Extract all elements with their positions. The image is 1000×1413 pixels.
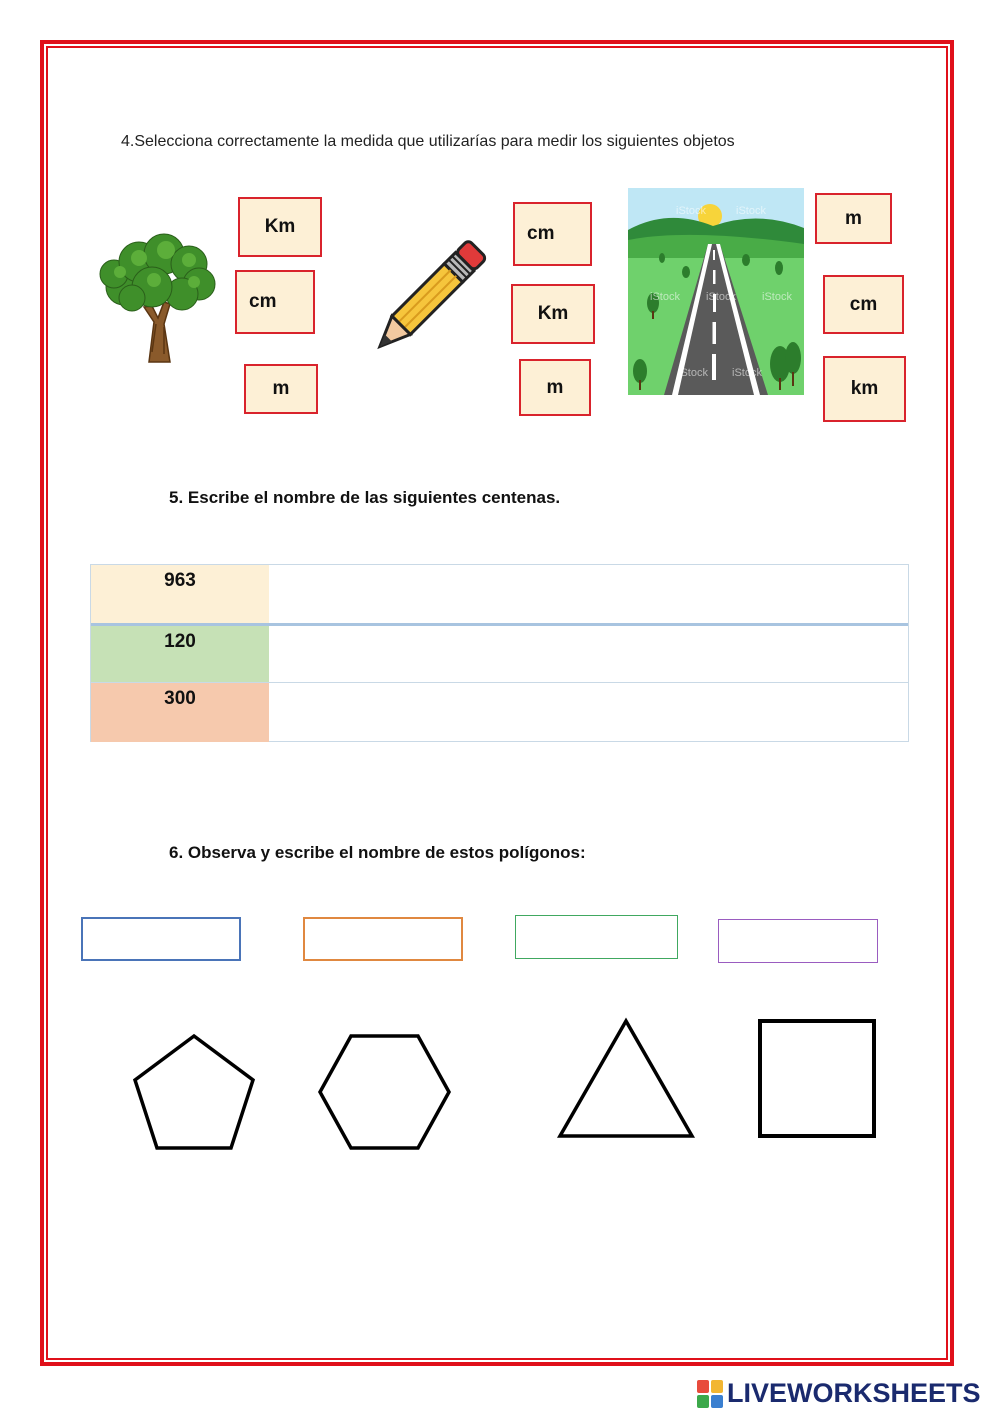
square-icon bbox=[755, 1016, 881, 1142]
table-row bbox=[91, 565, 908, 624]
question-6-title: 6. Observa y escribe el nombre de estos polígonos: bbox=[169, 843, 586, 862]
road-option-3[interactable]: km bbox=[823, 356, 906, 422]
triangle-icon bbox=[554, 1015, 698, 1143]
logo-icon bbox=[697, 1380, 723, 1408]
table-row bbox=[91, 626, 908, 685]
number-cell: 963 bbox=[91, 565, 269, 624]
road-image bbox=[628, 188, 804, 395]
pencil-image bbox=[364, 232, 492, 362]
tree-option-2[interactable]: cm bbox=[235, 270, 315, 334]
tree-option-3[interactable]: m bbox=[244, 364, 318, 414]
answer-input-963[interactable] bbox=[270, 565, 908, 624]
number-cell: 120 bbox=[91, 626, 269, 685]
number-cell: 300 bbox=[91, 683, 269, 742]
pencil-option-1[interactable]: cm bbox=[513, 202, 592, 266]
pentagon-icon bbox=[128, 1030, 260, 1154]
svg-text:iStock: iStock bbox=[706, 291, 736, 303]
pencil-option-2[interactable]: Km bbox=[511, 284, 595, 344]
table-row bbox=[91, 683, 908, 742]
polygon-name-input-1[interactable] bbox=[81, 917, 241, 961]
polygon-name-input-4[interactable] bbox=[718, 919, 878, 963]
svg-text:iStock: iStock bbox=[678, 367, 708, 379]
polygon-name-input-2[interactable] bbox=[303, 917, 463, 961]
brand-name: LIVEWORKSHEETS bbox=[727, 1378, 981, 1408]
svg-text:iStock: iStock bbox=[676, 205, 706, 217]
road-option-1[interactable]: m bbox=[815, 193, 892, 244]
svg-text:iStock: iStock bbox=[762, 291, 792, 303]
hexagon-icon bbox=[315, 1030, 455, 1154]
question-5-title: 5. Escribe el nombre de las siguientes centenas. bbox=[169, 488, 561, 507]
hundreds-table bbox=[90, 564, 909, 742]
svg-text:iStock: iStock bbox=[732, 367, 762, 379]
answer-input-120[interactable] bbox=[270, 626, 908, 685]
svg-text:iStock: iStock bbox=[650, 291, 680, 303]
answer-input-300[interactable] bbox=[270, 683, 908, 742]
svg-text:iStock: iStock bbox=[736, 205, 766, 217]
road-option-2[interactable]: cm bbox=[823, 275, 904, 334]
question-4-title: 4.Selecciona correctamente la medida que utilizarías para medir los siguientes objetos bbox=[121, 133, 735, 150]
tree-option-1[interactable]: Km bbox=[238, 197, 322, 257]
polygon-name-input-3[interactable] bbox=[515, 915, 678, 959]
pencil-option-3[interactable]: m bbox=[519, 359, 591, 416]
liveworksheets-logo bbox=[697, 1378, 981, 1409]
tree-image bbox=[94, 232, 218, 366]
